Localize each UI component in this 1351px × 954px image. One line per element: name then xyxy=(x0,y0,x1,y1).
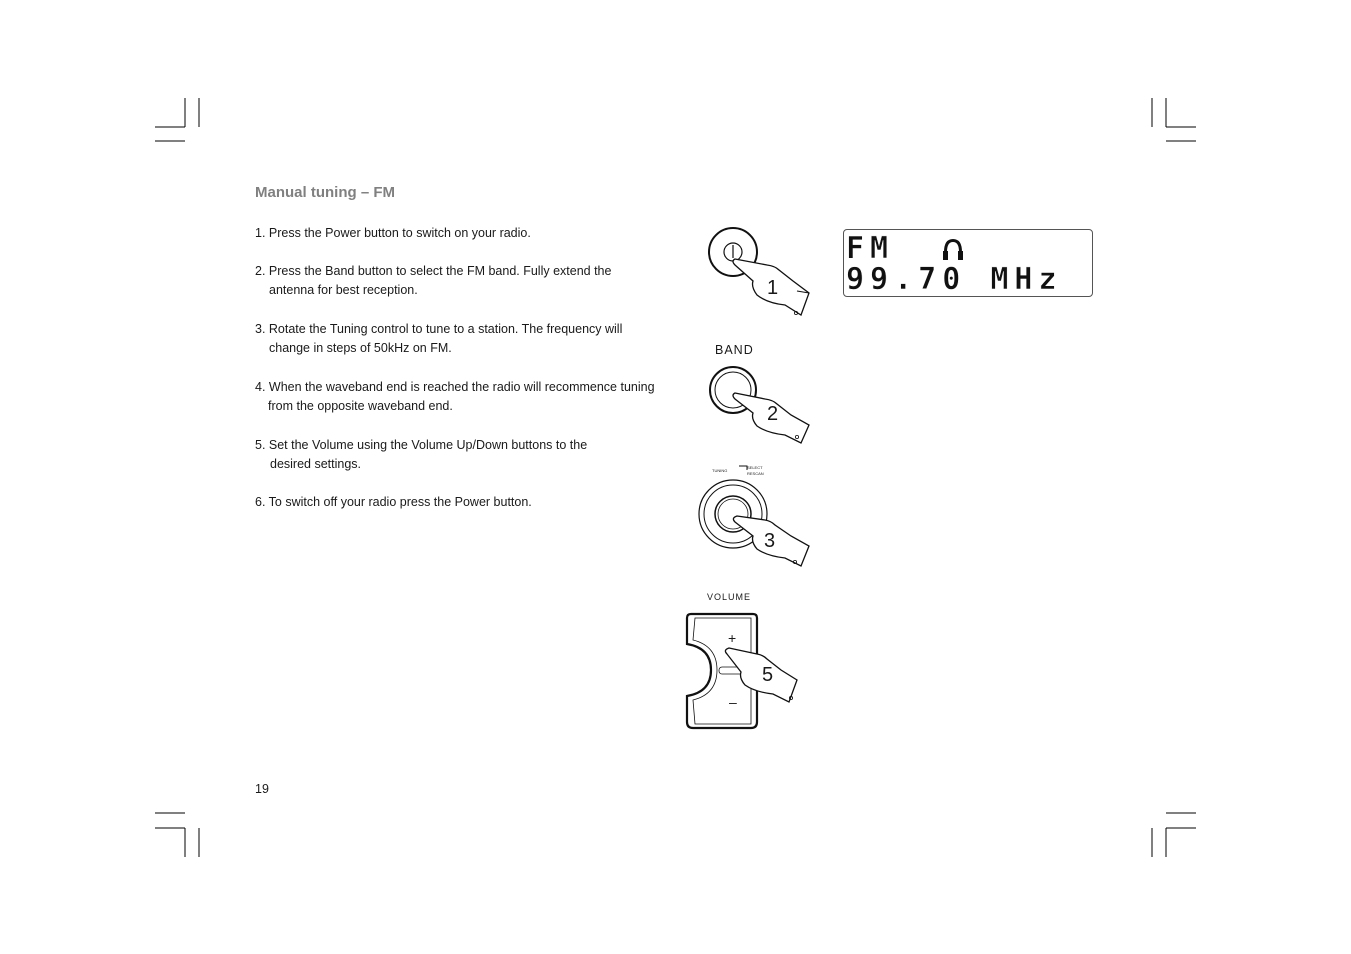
rescan-label: RESCAN xyxy=(747,471,764,476)
volume-down-button[interactable]: – xyxy=(729,694,737,710)
step-1-number: 1 xyxy=(767,277,779,299)
band-figure xyxy=(705,363,820,448)
lcd-display xyxy=(843,229,1093,297)
band-label: BAND xyxy=(715,343,754,357)
pointing-hand-icon xyxy=(705,363,820,448)
step-3-number: 3 xyxy=(764,530,776,552)
tuning-figure xyxy=(695,462,820,577)
volume-label: VOLUME xyxy=(707,592,752,602)
step-6: 6. To switch off your radio press the Power button. xyxy=(255,495,532,509)
step-2-number: 2 xyxy=(767,403,779,425)
step-4: 4. When the waveband end is reached the radio will recommence tuning from the opposite waveband end. xyxy=(255,380,655,413)
step-1: 1. Press the Power button to switch on your radio. xyxy=(255,226,531,240)
pointing-hand-icon xyxy=(695,462,820,577)
select-label: SELECT xyxy=(747,465,763,470)
step-5: 5. Set the Volume using the Volume Up/Down buttons to the desired settings. xyxy=(255,438,588,471)
section-title: Manual tuning – FM xyxy=(255,184,395,201)
pointing-hand-icon xyxy=(683,610,813,735)
tuning-label: TUNING xyxy=(712,468,728,473)
stereo-headphone-icon xyxy=(940,236,966,262)
power-figure xyxy=(705,225,820,325)
volume-figure xyxy=(683,610,813,735)
step-2: 2. Press the Band button to select the FM band. Fully extend the antenna for best reception. xyxy=(255,264,612,297)
step-5-number: 5 xyxy=(762,664,774,686)
step-3: 3. Rotate the Tuning control to tune to a station. The frequency will change in steps of 50kHz on FM. xyxy=(255,322,623,355)
volume-up-button[interactable]: + xyxy=(728,630,737,646)
lcd-frequency: 99.70 MHz xyxy=(846,262,1063,297)
lcd-band: FM xyxy=(846,231,895,266)
page-number: 19 xyxy=(255,782,269,796)
pointing-hand-icon xyxy=(705,225,820,325)
